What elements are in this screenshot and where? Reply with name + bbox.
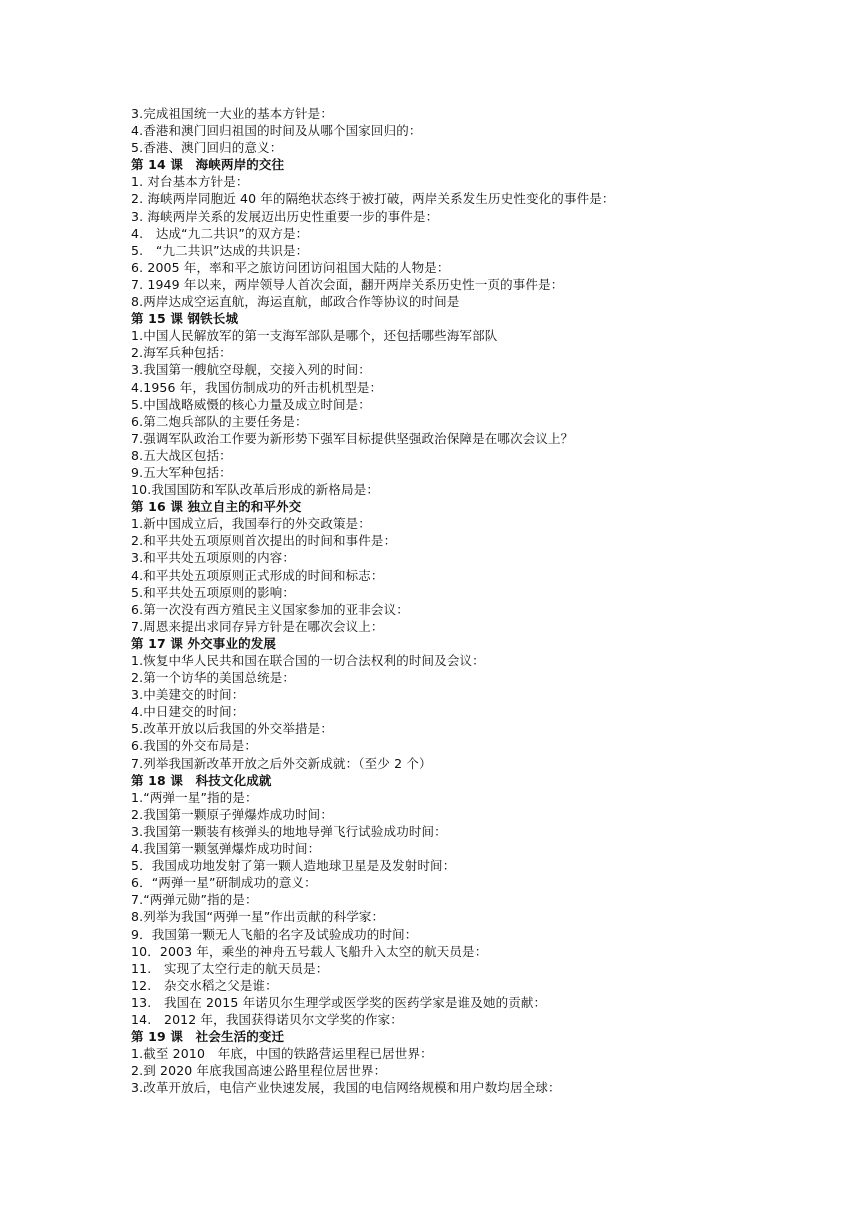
question-line: 3.改革开放后，电信产业快速发展，我国的电信网络规模和用户数均居全球： <box>131 1080 561 1096</box>
question-line: 1.恢复中华人民共和国在联合国的一切合法权利的时间及会议： <box>131 653 485 668</box>
question-line: 4.香港和澳门回归祖国的时间及从哪个国家回归的： <box>131 123 422 139</box>
lesson-heading: 第 17 课 外交事业的发展 <box>131 635 277 651</box>
question-line: 7. 1949 年以来，两岸领导人首次会面，翻开两岸关系历史性一页的事件是： <box>131 276 564 292</box>
question-line: 9．我国第一颗无人飞船的名字及试验成功的时间： <box>131 926 418 942</box>
question-line: 4.我国第一颗氢弹爆炸成功时间： <box>131 841 321 857</box>
question-line: 3.中美建交的时间： <box>131 687 245 703</box>
question-line: 2.到 2020 年底我国高速公路里程位居世界： <box>131 1063 387 1079</box>
question-line: 1.中国人民解放军的第一支海军部队是哪个，还包括哪些海军部队 <box>131 328 498 344</box>
question-line: 6.我国的外交布局是： <box>131 738 258 754</box>
question-line: 2.第一个访华的美国总统是： <box>131 670 296 686</box>
question-line: 9.五大军种包括： <box>131 464 232 480</box>
question-line: 6.第一次没有西方殖民主义国家参加的亚非会议： <box>131 601 409 617</box>
question-line: 2.和平共处五项原则首次提出的时间和事件是： <box>131 533 397 549</box>
question-line: 6．“两弹一星”研制成功的意义： <box>131 875 317 891</box>
question-line: 7.“两弹元勋”指的是： <box>131 892 258 908</box>
question-line: 12. 杂交水稻之父是谁： <box>131 977 278 993</box>
question-line: 5. “九二共识”达成的共识是： <box>131 242 309 258</box>
question-line: 3.我国第一艘航空母舰，交接入列的时间： <box>131 362 371 378</box>
question-line: 6.第二炮兵部队的主要任务是： <box>131 413 308 429</box>
lesson-heading: 第 15 课 钢铁长城 <box>131 311 239 327</box>
question-line: 10．2003 年，乘坐的神舟五号载人飞船升入太空的航天员是： <box>131 943 488 959</box>
question-line: 13. 我国在 2015 年诺贝尔生理学或医学奖的医药学家是谁及她的贡献： <box>131 994 547 1010</box>
question-line: 3.我国第一颗装有核弹头的地地导弹飞行试验成功时间： <box>131 823 447 839</box>
question-line: 8.两岸达成空运直航，海运直航，邮政合作等协议的时间是 <box>131 294 460 310</box>
question-line: 3.和平共处五项原则的内容： <box>131 550 296 566</box>
question-line: 4.1956 年，我国仿制成功的歼击机机型是： <box>131 379 383 395</box>
question-line: 1.新中国成立后，我国奉行的外交政策是： <box>131 516 371 532</box>
question-line: 1. 对台基本方针是： <box>131 174 249 190</box>
question-line: 5.香港、澳门回归的意义： <box>131 140 283 156</box>
question-line: 2. 海峡两岸同胞近 40 年的隔绝状态终于被打破，两岸关系发生历史性变化的事件是： <box>131 191 615 207</box>
document-body <box>131 105 731 1096</box>
question-line: 7.周恩来提出求同存异方针是在哪次会议上： <box>131 618 384 634</box>
lesson-heading: 第 16 课 独立自主的和平外交 <box>131 499 302 515</box>
question-line: 1.“两弹一星”指的是： <box>131 789 258 805</box>
question-line: 10.我国国防和军队改革后形成的新格局是： <box>131 482 380 498</box>
question-line: 3.完成祖国统一大业的基本方针是： <box>131 106 333 121</box>
question-line: 6. 2005 年，率和平之旅访问团访问祖国大陆的人物是： <box>131 259 450 275</box>
question-line: 5.中国战略威慑的核心力量及成立时间是： <box>131 396 371 412</box>
lesson-heading: 第 14 课 海峡两岸的交往 <box>131 157 285 173</box>
question-line: 2.我国第一颗原子弹爆炸成功时间： <box>131 806 333 822</box>
question-line: 1.截至 2010 年底，中国的铁路营运里程已居世界： <box>131 1046 433 1062</box>
question-line: 4.中日建交的时间： <box>131 704 245 720</box>
question-line: 5．我国成功地发射了第一颗人造地球卫星是及发射时间： <box>131 858 456 874</box>
question-line: 2.海军兵种包括： <box>131 345 232 361</box>
lesson-heading: 第 18 课 科技文化成就 <box>131 772 272 788</box>
question-line: 5.改革开放以后我国的外交举措是： <box>131 721 333 737</box>
question-line: 7.强调军队政治工作要为新形势下强军目标提供坚强政治保障是在哪次会议上？ <box>131 430 574 446</box>
question-line: 8.列举为我国“两弹一星”作出贡献的科学家： <box>131 909 385 925</box>
question-line: 4.和平共处五项原则正式形成的时间和标志： <box>131 567 384 583</box>
question-line: 8.五大战区包括： <box>131 447 232 463</box>
lesson-heading: 第 19 课 社会生活的变迁 <box>131 1029 285 1045</box>
question-line: 3. 海峡两岸关系的发展迈出历史性重要一步的事件是： <box>131 208 439 224</box>
question-line: 14. 2012 年，我国获得诺贝尔文学奖的作家： <box>131 1011 403 1027</box>
question-line: 11. 实现了太空行走的航天员是： <box>131 960 329 976</box>
question-line: 7.列举我国新改革开放之后外交新成就：（至少 2 个） <box>131 755 432 771</box>
question-line: 4. 达成“九二共识”的双方是： <box>131 225 309 241</box>
question-line: 5.和平共处五项原则的影响： <box>131 584 296 600</box>
